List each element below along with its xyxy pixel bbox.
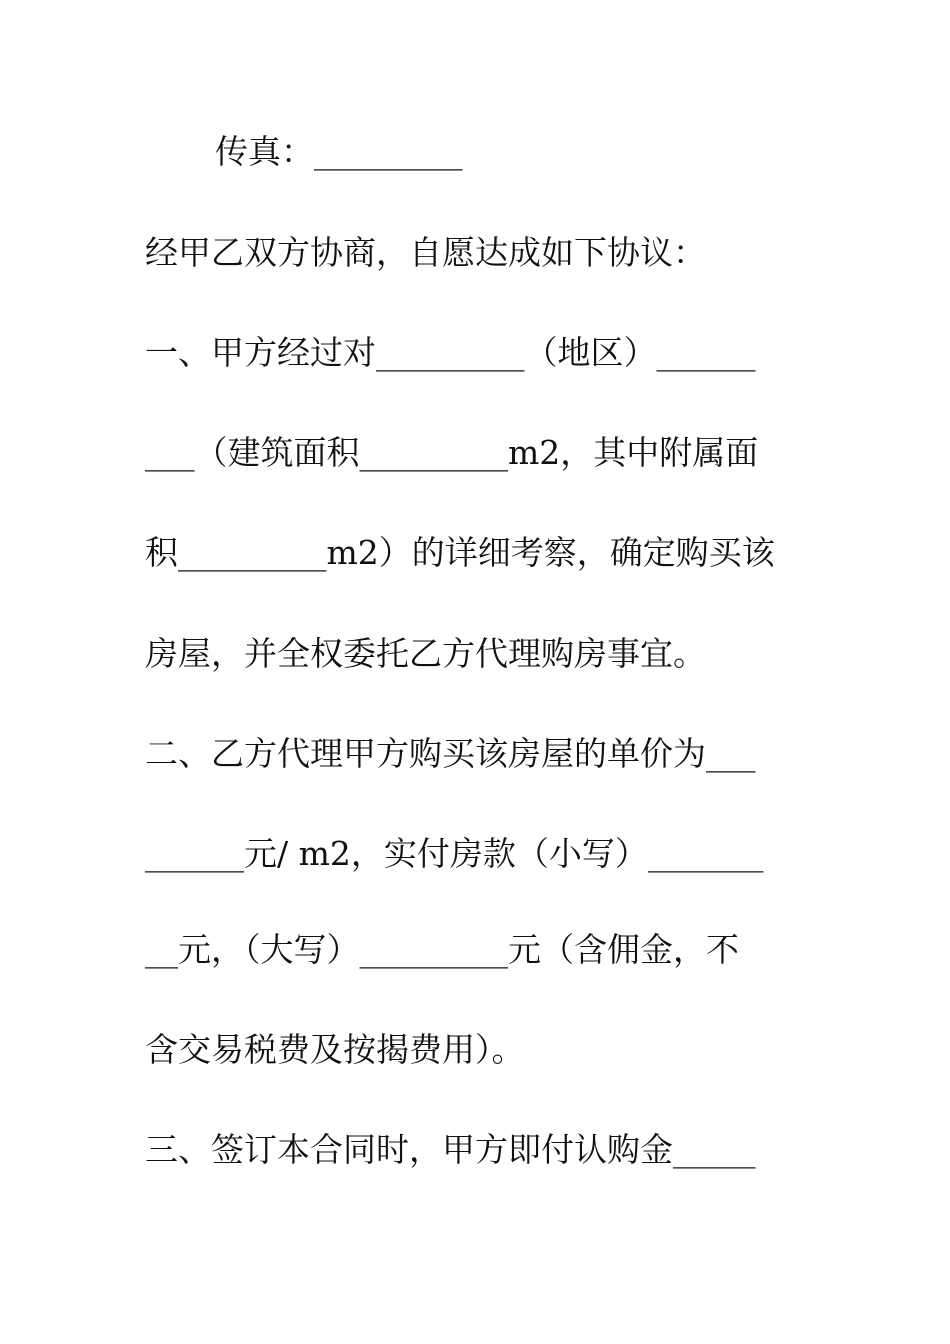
clause-1-line-3: 积_________m2）的详细考察，确定购买该 bbox=[145, 533, 775, 572]
agreement-intro: 经甲乙双方协商，自愿达成如下协议： bbox=[145, 233, 706, 272]
clause-1-line-2: ___（建筑面积_________m2，其中附属面 bbox=[145, 433, 759, 472]
clause-2-line-3: __元，（大写）_________元（含佣金，不 bbox=[145, 930, 739, 969]
clause-2-line-2: ______元/ m2，实付房款（小写）_______ bbox=[145, 834, 764, 873]
fax-line: 传真：_________ bbox=[215, 132, 463, 171]
clause-3-line-1: 三、签订本合同时，甲方即付认购金_____ bbox=[145, 1130, 756, 1169]
clause-2-line-4: 含交易税费及按揭费用）。 bbox=[145, 1030, 525, 1069]
clause-2-line-1: 二、乙方代理甲方购买该房屋的单价为___ bbox=[145, 734, 756, 773]
clause-1-line-4: 房屋，并全权委托乙方代理购房事宜。 bbox=[145, 634, 706, 673]
clause-1-line-1: 一、甲方经过对_________（地区）______ bbox=[145, 333, 756, 372]
